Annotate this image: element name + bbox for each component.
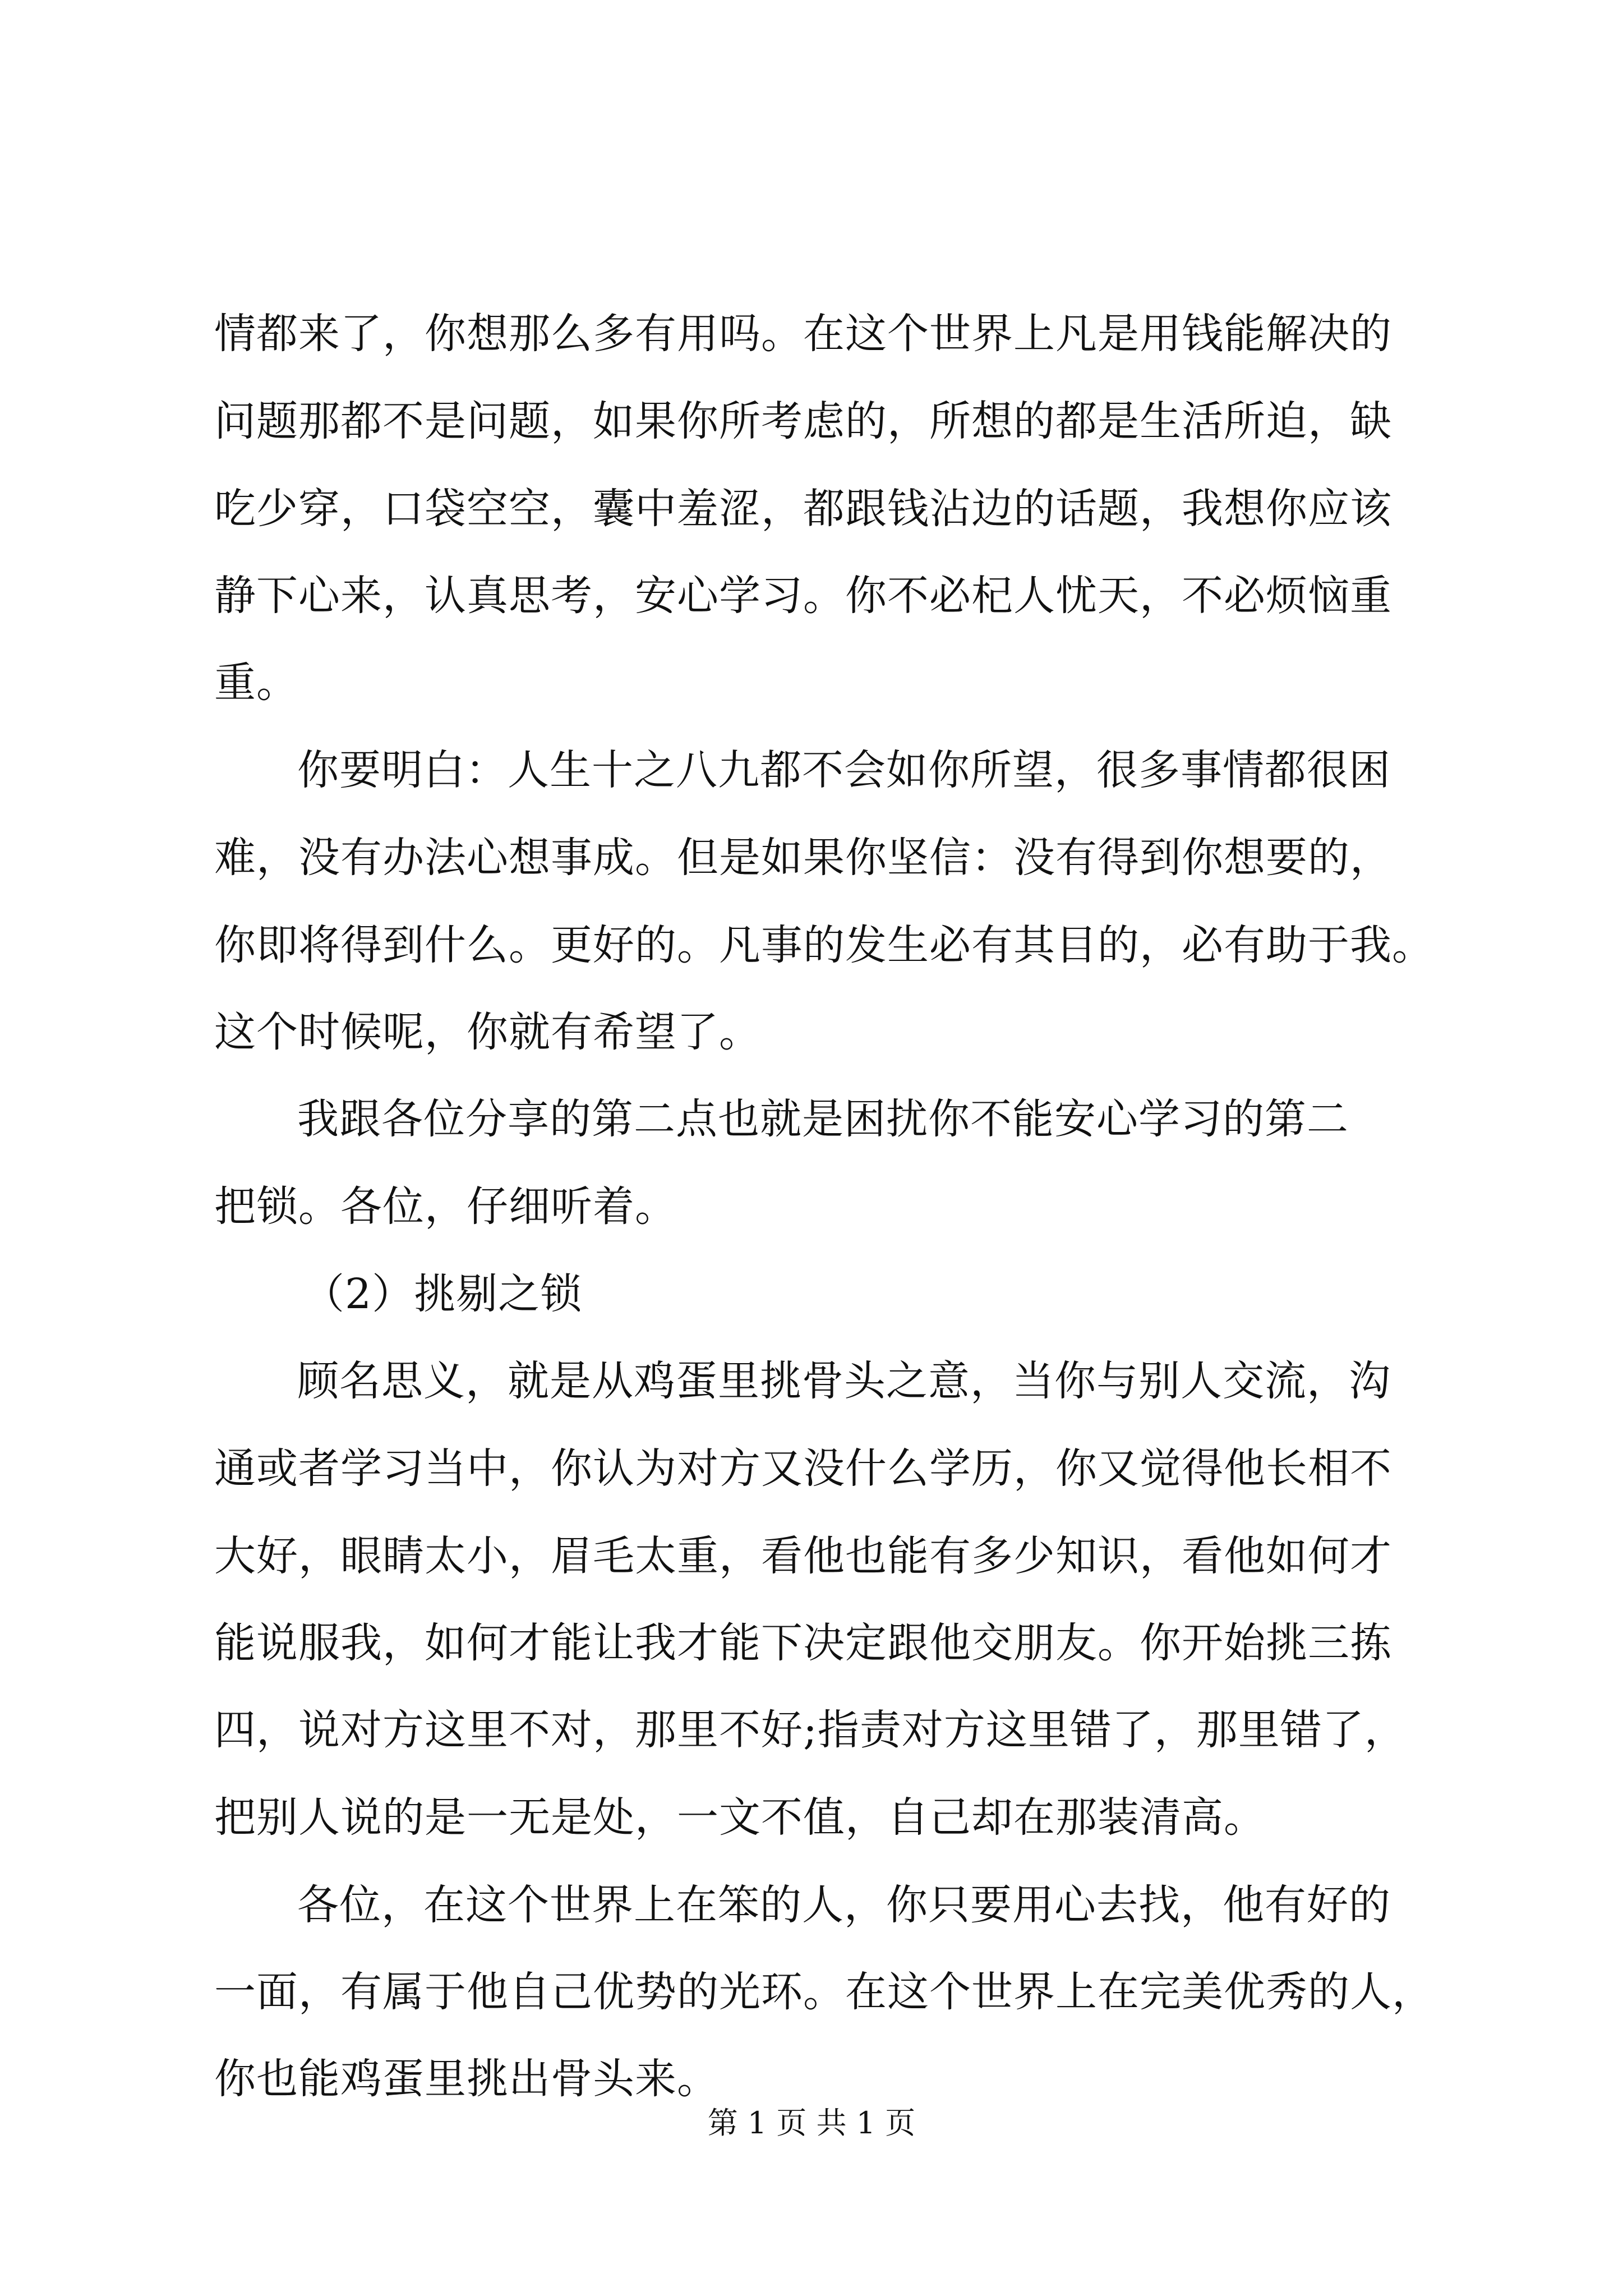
paragraph-line: 吃少穿，口袋空空，囊中羞涩，都跟钱沾边的话题，我想你应该	[214, 485, 1392, 533]
paragraph-line: 通或者学习当中，你认为对方又没什么学历，你又觉得他长相不	[214, 1444, 1392, 1493]
paragraph-line: 能说服我，如何才能让我才能下决定跟他交朋友。你开始挑三拣	[214, 1619, 1392, 1667]
paragraph-line: 重。	[214, 659, 298, 707]
paragraph-line: 各位，在这个世界上在笨的人，你只要用心去找，他有好的	[297, 1881, 1391, 1929]
section-heading: （2）挑剔之锁	[303, 1270, 583, 1318]
paragraph-line: 静下心来，认真思考，安心学习。你不必杞人忧天，不必烦恼重	[214, 572, 1392, 620]
paragraph-line: 把别人说的是一无是处，一文不值，自己却在那装清高。	[214, 1793, 1266, 1842]
paragraph-line: 顾名思义，就是从鸡蛋里挑骨头之意，当你与别人交流，沟	[297, 1357, 1391, 1405]
paragraph-line: 问题那都不是问题，如果你所考虑的，所想的都是生活所迫，缺	[214, 397, 1392, 445]
paragraph-line: 这个时候呢，你就有希望了。	[214, 1008, 761, 1056]
paragraph-line: 你即将得到什么。更好的。凡事的发生必有其目的，必有助于我。	[214, 921, 1434, 969]
paragraph-line: 情都来了，你想那么多有用吗。在这个世界上凡是用钱能解决的	[214, 310, 1392, 358]
paragraph-line: 一面，有属于他自己优势的光环。在这个世界上在完美优秀的人，	[214, 1968, 1434, 2016]
paragraph-line: 把锁。各位，仔细听着。	[214, 1182, 677, 1231]
paragraph-line: 我跟各位分享的第二点也就是困扰你不能安心学习的第二	[297, 1095, 1349, 1143]
paragraph-line: 你也能鸡蛋里挑出骨头来。	[214, 2055, 719, 2103]
paragraph-line: 难，没有办法心想事成。但是如果你坚信：没有得到你想要的，	[214, 834, 1392, 882]
page-footer: 第 1 页 共 1 页	[707, 2105, 916, 2141]
paragraph-line: 大好，眼睛太小，眉毛太重，看他也能有多少知识，看他如何才	[214, 1532, 1392, 1580]
paragraph-line: 你要明白：人生十之八九都不会如你所望，很多事情都很困	[297, 746, 1391, 794]
paragraph-line: 四，说对方这里不对，那里不好;指责对方这里错了，那里错了，	[214, 1706, 1407, 1754]
